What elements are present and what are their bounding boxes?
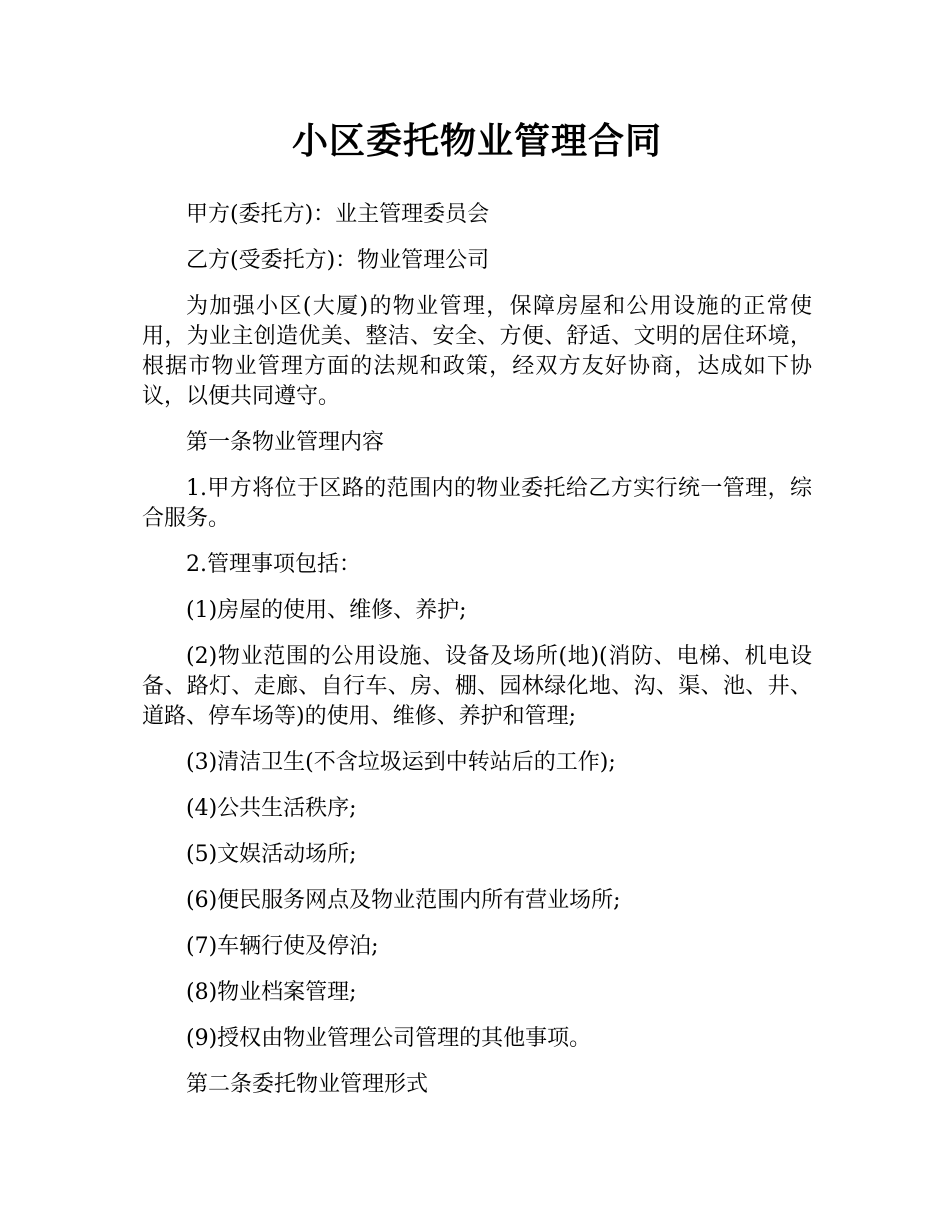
- article-1-heading: 第一条物业管理内容: [186, 430, 385, 455]
- item-8: (8)物业档案管理;: [186, 980, 357, 1005]
- item-4: (4)公共生活秩序;: [186, 796, 357, 821]
- preamble-paragraph: 为加强小区(大厦)的物业管理，保障房屋和公用设施的正常使用，为业主创造优美、整洁、安全、方便、舒适、文明的居住环境，根据市物业管理方面的法规和政策，经双方友好协商，达成如下协议，以便共同遵守。: [142, 294, 812, 409]
- item-7: (7)车辆行使及停泊;: [186, 934, 379, 959]
- party-a-line: 甲方(委托方)：业主管理委员会: [186, 202, 490, 227]
- party-b-line: 乙方(受委托方)：物业管理公司: [186, 248, 490, 273]
- document-title: 小区委托物业管理合同: [291, 121, 662, 162]
- item-3: (3)清洁卫生(不含垃圾运到中转站后的工作);: [186, 750, 616, 775]
- item-9: (9)授权由物业管理公司管理的其他事项。: [186, 1026, 592, 1051]
- article-2-heading: 第二条委托物业管理形式: [186, 1072, 429, 1097]
- document-body: [142, 200, 812, 1116]
- item-1: (1)房屋的使用、维修、养护;: [186, 598, 467, 623]
- clause-2: 2.管理事项包括：: [186, 552, 361, 577]
- item-6: (6)便民服务网点及物业范围内所有营业场所;: [186, 888, 621, 913]
- item-5: (5)文娱活动场所;: [186, 842, 357, 867]
- item-2: (2)物业范围的公用设施、设备及场所(地)(消防、电梯、机电设备、路灯、走廊、自行车、房、棚、园林绿化地、沟、渠、池、井、道路、停车场等)的使用、维修、养护和管理;: [142, 644, 812, 729]
- clause-1: 1.甲方将位于区路的范围内的物业委托给乙方实行统一管理，综合服务。: [142, 476, 812, 531]
